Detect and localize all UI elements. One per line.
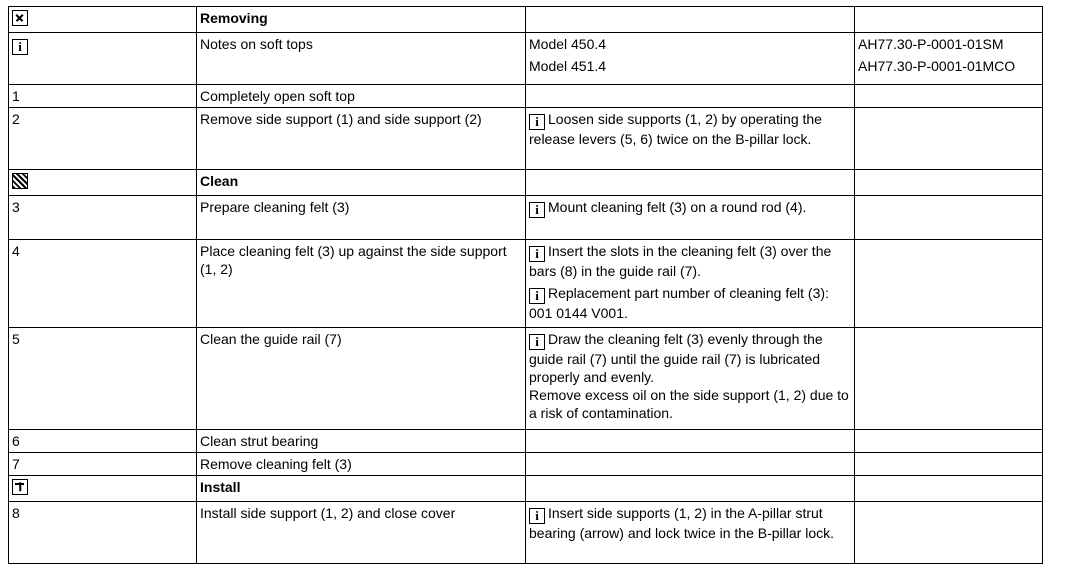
step-number: 2 [9, 108, 197, 170]
section-row-removing [9, 7, 1043, 33]
section-title-install: Install [197, 476, 526, 502]
clean-icon [12, 173, 28, 189]
step-action: Place cleaning felt (3) up against the side support (1, 2) [197, 240, 526, 328]
info-icon: i [12, 39, 28, 55]
step-number: 7 [9, 453, 197, 476]
section-title-clean: Clean [197, 170, 526, 196]
section-title-removing: Removing [197, 7, 526, 33]
model-450: Model 450.4 [529, 36, 607, 52]
step-number: 3 [9, 196, 197, 240]
step-row [9, 453, 1043, 476]
step-note: Insert the slots in the cleaning felt (3) over the bars (8) in the guide rail (7). [529, 243, 832, 279]
step-note: Mount cleaning felt (3) on a round rod (4). [548, 199, 807, 215]
notes-label: Notes on soft tops [197, 33, 526, 85]
section-row-install [9, 476, 1043, 502]
info-icon: i [529, 334, 545, 350]
step-row [9, 108, 1043, 170]
info-icon: i [529, 508, 545, 524]
info-icon: i [529, 114, 545, 130]
step-number: 5 [9, 328, 197, 430]
step-row [9, 328, 1043, 430]
step-note: Draw the cleaning felt (3) evenly through the guide rail (7) until the guide rail (7) is lubricated properly and evenly. [529, 331, 823, 385]
removing-icon [12, 10, 28, 26]
step-action: Remove cleaning felt (3) [197, 453, 526, 476]
doc-link-450[interactable]: AH77.30-P-0001-01SM [858, 36, 1004, 52]
step-note-extra: Remove excess oil on the side support (1, 2) due to a risk of contamination. [529, 387, 849, 421]
step-number: 6 [9, 430, 197, 453]
step-action: Prepare cleaning felt (3) [197, 196, 526, 240]
step-number: 4 [9, 240, 197, 328]
section-row-clean [9, 170, 1043, 196]
step-number: 1 [9, 85, 197, 108]
install-icon [12, 479, 28, 495]
step-row [9, 502, 1043, 564]
step-action: Clean strut bearing [197, 430, 526, 453]
step-action: Completely open soft top [197, 85, 526, 108]
step-action: Remove side support (1) and side support (2) [197, 108, 526, 170]
info-icon: i [529, 246, 545, 262]
model-451: Model 451.4 [529, 58, 607, 74]
info-icon: i [529, 288, 545, 304]
step-row [9, 85, 1043, 108]
procedure-table [8, 6, 1043, 564]
step-row [9, 430, 1043, 453]
step-action: Install side support (1, 2) and close cover [197, 502, 526, 564]
step-note: Loosen side supports (1, 2) by operating the release levers (5, 6) twice on the B-pillar lock. [529, 111, 822, 147]
step-row [9, 240, 1043, 328]
doc-link-451[interactable]: AH77.30-P-0001-01MCO [858, 58, 1016, 74]
step-row [9, 196, 1043, 240]
step-note: Insert side supports (1, 2) in the A-pillar strut bearing (arrow) and lock twice in the B-pillar lock. [529, 505, 835, 541]
step-number: 8 [9, 502, 197, 564]
step-note: Replacement part number of cleaning felt (3): 001 0144 V001. [529, 285, 829, 321]
step-action: Clean the guide rail (7) [197, 328, 526, 430]
notes-row [9, 33, 1043, 85]
info-icon: i [529, 202, 545, 218]
